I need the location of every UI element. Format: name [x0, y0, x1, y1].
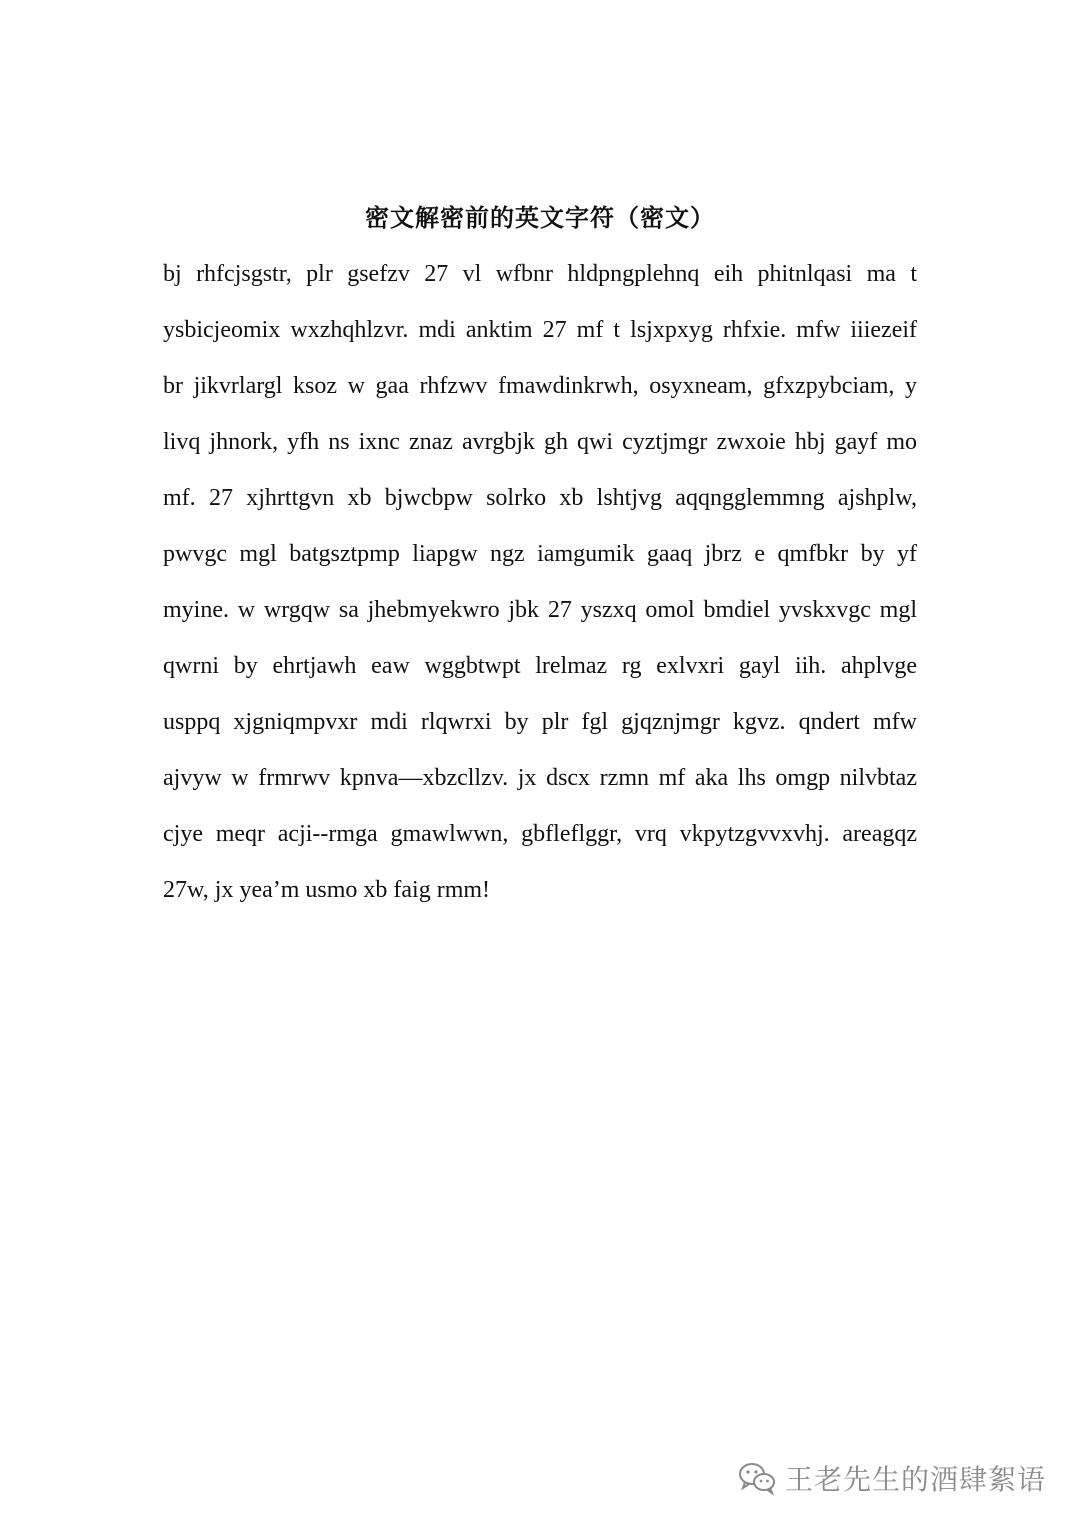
- body-line: ysbicjeomix wxzhqhlzvr. mdi anktim 27 mf t lsjxpxyg rhfxie. mfw iiiezeif: [163, 317, 917, 343]
- body-line: cjye meqr acji--rmga gmawlwwn, gbfleflggr, vrq vkpytzgvvxvhj. areagqz: [163, 821, 917, 847]
- body-line: pwvgc mgl batgsztpmp liapgw ngz iamgumik gaaq jbrz e qmfbkr by yf: [163, 541, 917, 567]
- body-line: br jikvrlargl ksoz w gaa rhfzwv fmawdinkrwh, osyxneam, gfxzpybciam, y: [163, 373, 917, 399]
- body-line: mf. 27 xjhrttgvn xb bjwcbpw solrko xb lshtjvg aqqngglemmng ajshplw,: [163, 485, 917, 511]
- body-line: 27w, jx yea’m usmo xb faig rmm!: [163, 877, 491, 903]
- body-line: bj rhfcjsgstr, plr gsefzv 27 vl wfbnr hldpngplehnq eih phitnlqasi ma t: [163, 261, 917, 287]
- body-line: qwrni by ehrtjawh eaw wggbtwpt lrelmaz rg exlvxri gayl iih. ahplvge: [163, 653, 917, 679]
- watermark-text: 王老先生的酒肆絮语: [784, 1463, 1046, 1496]
- body-line: livq jhnork, yfh ns ixnc znaz avrgbjk gh qwi cyztjmgr zwxoie hbj gayf mo: [163, 429, 917, 455]
- wechat-icon: [737, 1460, 777, 1496]
- body-line: usppq xjgniqmpvxr mdi rlqwrxi by plr fgl gjqznjmgr kgvz. qndert mfw: [163, 709, 917, 735]
- page-title: 密文解密前的英文字符（密文）: [365, 204, 715, 232]
- watermark: [737, 1458, 1046, 1498]
- body-line: ajvyw w frmrwv kpnva—xbzcllzv. jx dscx rzmn mf aka lhs omgp nilvbtaz: [163, 765, 917, 791]
- body-line: myine. w wrgqw sa jhebmyekwro jbk 27 yszxq omol bmdiel yvskxvgc mgl: [163, 597, 917, 623]
